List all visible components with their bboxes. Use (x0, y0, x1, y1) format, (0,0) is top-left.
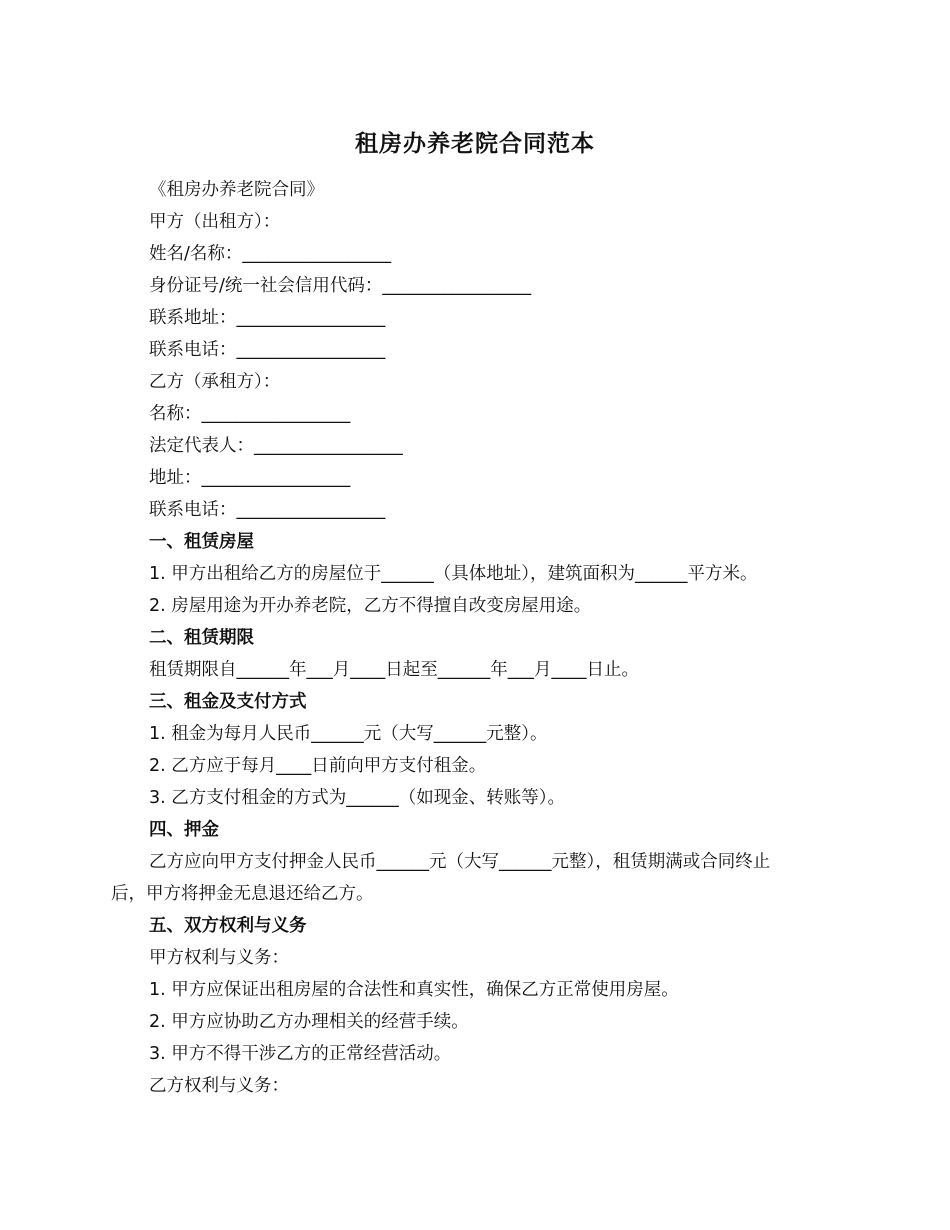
section-heading-4: 四、押金 (149, 820, 219, 840)
party-a-address-field: 联系地址：_________________ (149, 308, 386, 328)
party-b-address-field: 地址：_________________ (149, 468, 351, 488)
party-a-duties-heading: 甲方权利与义务： (149, 948, 289, 968)
section-heading-3: 三、租金及支付方式 (149, 692, 307, 712)
clause-5-a-3: 3. 甲方不得干涉乙方的正常经营活动。 (149, 1044, 452, 1064)
party-b-phone-field: 联系电话：_________________ (149, 500, 386, 520)
party-b-name-field: 名称：_________________ (149, 404, 351, 424)
clause-4-line-2: 后，甲方将押金无息退还给乙方。 (111, 884, 374, 904)
clause-3-1: 1. 租金为每月人民币______元（大写______元整）。 (149, 724, 548, 744)
clause-3-2: 2. 乙方应于每月____日前向甲方支付租金。 (149, 756, 487, 776)
party-a-phone-field: 联系电话：_________________ (149, 340, 386, 360)
clause-1-2: 2. 房屋用途为开办养老院，乙方不得擅自改变房屋用途。 (149, 596, 592, 616)
party-b-representative-field: 法定代表人：_________________ (149, 436, 403, 456)
party-a-name-field: 姓名/名称：_________________ (149, 244, 392, 264)
party-b-duties-heading: 乙方权利与义务： (149, 1076, 289, 1096)
party-a-id-field: 身份证号/统一社会信用代码：_________________ (149, 276, 532, 296)
document-title: 租房办养老院合同范本 (355, 131, 595, 157)
clause-4-line-1: 乙方应向甲方支付押金人民币______元（大写______元整），租赁期满或合同终止 (149, 852, 771, 872)
section-heading-1: 一、租赁房屋 (149, 532, 254, 552)
clause-1-1: 1. 甲方出租给乙方的房屋位于______（具体地址），建筑面积为______平方米。 (149, 564, 758, 584)
party-a-heading: 甲方（出租方）： (149, 212, 281, 232)
clause-5-a-1: 1. 甲方应保证出租房屋的合法性和真实性，确保乙方正常使用房屋。 (149, 980, 679, 1000)
clause-2: 租赁期限自______年___月____日起至______年___月____日止。 (149, 660, 639, 680)
section-heading-5: 五、双方权利与义务 (149, 916, 307, 936)
clause-3-3: 3. 乙方支付租金的方式为______（如现金、转账等）。 (149, 788, 566, 808)
clause-5-a-2: 2. 甲方应协助乙方办理相关的经营手续。 (149, 1012, 469, 1032)
contract-name: 《租房办养老院合同》 (149, 180, 324, 200)
party-b-heading: 乙方（承租方）： (149, 372, 281, 392)
section-heading-2: 二、租赁期限 (149, 628, 254, 648)
